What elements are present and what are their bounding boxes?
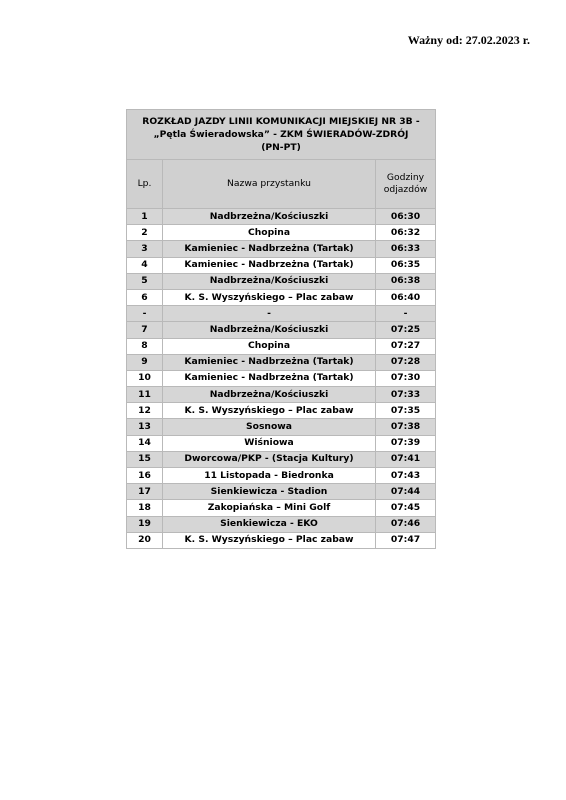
row-number: 20: [127, 532, 163, 548]
timetable-title: [127, 110, 436, 160]
row-number: 5: [127, 273, 163, 289]
table-row: [127, 225, 436, 241]
title-line-3: (PN-PT): [261, 142, 301, 153]
valid-from-date: Ważny od: 27.02.2023 r.: [407, 33, 530, 47]
stop-name: Sosnowa: [163, 419, 376, 435]
row-number: 2: [127, 225, 163, 241]
stop-name: Wiśniowa: [163, 435, 376, 451]
row-number: -: [127, 306, 163, 322]
table-row: [127, 257, 436, 273]
stop-name: Nadbrzeżna/Kościuszki: [163, 322, 376, 338]
title-line-1: ROZKŁAD JAZDY LINII KOMUNIKACJI MIEJSKIEJ NR 3B -: [142, 116, 420, 127]
timetable-body: [127, 209, 436, 549]
stop-name: Sienkiewicza - EKO: [163, 516, 376, 532]
table-row: [127, 516, 436, 532]
stop-name: Kamieniec - Nadbrzeżna (Tartak): [163, 354, 376, 370]
stop-name: Zakopiańska – Mini Golf: [163, 500, 376, 516]
row-number: 16: [127, 468, 163, 484]
stop-name: K. S. Wyszyńskiego – Plac zabaw: [163, 532, 376, 548]
row-number: 6: [127, 289, 163, 305]
table-row: [127, 451, 436, 467]
departure-time: -: [376, 306, 436, 322]
row-number: 15: [127, 451, 163, 467]
stop-name: -: [163, 306, 376, 322]
table-row: [127, 322, 436, 338]
departure-time: 07:41: [376, 451, 436, 467]
table-row: [127, 306, 436, 322]
row-number: 3: [127, 241, 163, 257]
table-row: [127, 387, 436, 403]
table-row: [127, 419, 436, 435]
stop-name: K. S. Wyszyńskiego – Plac zabaw: [163, 289, 376, 305]
departure-time: 07:27: [376, 338, 436, 354]
table-row: [127, 532, 436, 548]
row-number: 11: [127, 387, 163, 403]
row-number: 18: [127, 500, 163, 516]
row-number: 13: [127, 419, 163, 435]
departure-time: 07:38: [376, 419, 436, 435]
departure-time: 07:43: [376, 468, 436, 484]
stop-name: Kamieniec - Nadbrzeżna (Tartak): [163, 370, 376, 386]
table-row: [127, 500, 436, 516]
row-number: 10: [127, 370, 163, 386]
row-number: 12: [127, 403, 163, 419]
table-row: [127, 241, 436, 257]
departure-time: 07:28: [376, 354, 436, 370]
row-number: 7: [127, 322, 163, 338]
row-number: 8: [127, 338, 163, 354]
column-header-row: [127, 160, 436, 209]
stop-name: Nadbrzeżna/Kościuszki: [163, 209, 376, 225]
departure-time: 06:32: [376, 225, 436, 241]
stop-name: Dworcowa/PKP - (Stacja Kultury): [163, 451, 376, 467]
departure-time: 06:40: [376, 289, 436, 305]
row-number: 4: [127, 257, 163, 273]
times-header-line-1: Godziny: [386, 172, 425, 183]
departure-time: 07:44: [376, 484, 436, 500]
column-header-times: [376, 160, 436, 209]
departure-time: 06:38: [376, 273, 436, 289]
departure-time: 07:33: [376, 387, 436, 403]
table-row: [127, 370, 436, 386]
table-row: [127, 289, 436, 305]
timetable: [126, 109, 436, 549]
column-header-lp: Lp.: [127, 160, 163, 209]
table-row: [127, 484, 436, 500]
times-header-line-2: odjazdów: [383, 184, 428, 195]
departure-time: 07:35: [376, 403, 436, 419]
stop-name: Kamieniec - Nadbrzeżna (Tartak): [163, 257, 376, 273]
stop-name: Kamieniec - Nadbrzeżna (Tartak): [163, 241, 376, 257]
row-number: 17: [127, 484, 163, 500]
stop-name: 11 Listopada - Biedronka: [163, 468, 376, 484]
departure-time: 07:25: [376, 322, 436, 338]
title-line-2: „Pętla Świeradowska” - ZKM ŚWIERADÓW-ZDRÓJ: [153, 129, 409, 140]
column-header-stop: Nazwa przystanku: [163, 160, 376, 209]
departure-time: 07:45: [376, 500, 436, 516]
stop-name: Nadbrzeżna/Kościuszki: [163, 273, 376, 289]
row-number: 1: [127, 209, 163, 225]
table-row: [127, 209, 436, 225]
table-row: [127, 338, 436, 354]
stop-name: Chopina: [163, 225, 376, 241]
departure-time: 07:46: [376, 516, 436, 532]
departure-time: 06:33: [376, 241, 436, 257]
table-row: [127, 273, 436, 289]
table-row: [127, 354, 436, 370]
row-number: 9: [127, 354, 163, 370]
stop-name: K. S. Wyszyńskiego – Plac zabaw: [163, 403, 376, 419]
row-number: 19: [127, 516, 163, 532]
departure-time: 07:30: [376, 370, 436, 386]
table-row: [127, 468, 436, 484]
row-number: 14: [127, 435, 163, 451]
departure-time: 06:30: [376, 209, 436, 225]
departure-time: 07:39: [376, 435, 436, 451]
departure-time: 07:47: [376, 532, 436, 548]
departure-time: 06:35: [376, 257, 436, 273]
stop-name: Nadbrzeżna/Kościuszki: [163, 387, 376, 403]
table-row: [127, 435, 436, 451]
table-row: [127, 403, 436, 419]
stop-name: Sienkiewicza - Stadion: [163, 484, 376, 500]
stop-name: Chopina: [163, 338, 376, 354]
